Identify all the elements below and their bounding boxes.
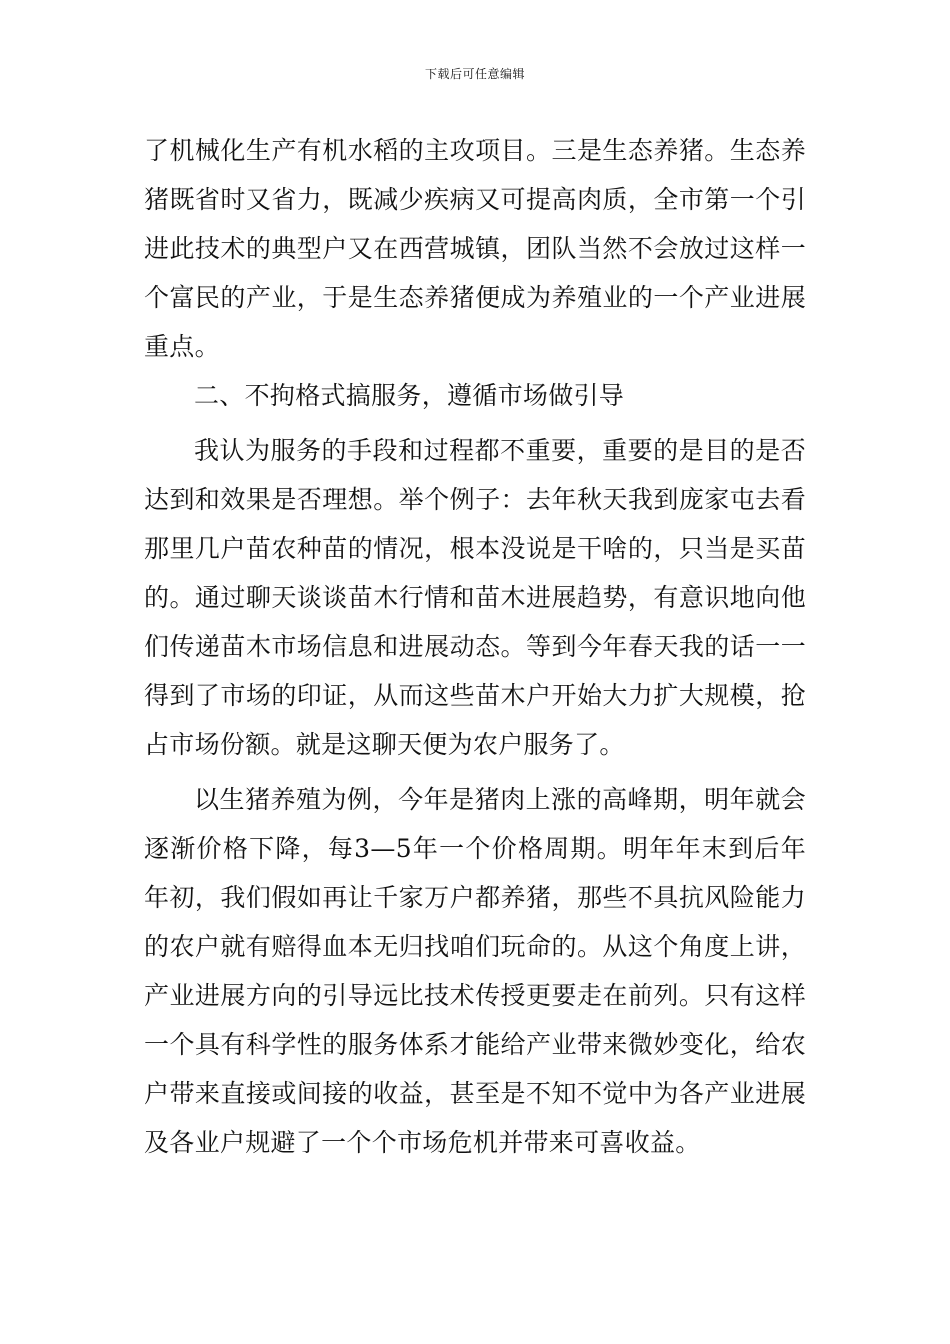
page-header-note: 下载后可任意编辑: [424, 67, 525, 81]
paragraph-service-example: 我认为服务的手段和过程都不重要，重要的是目的是否达到和效果是否理想。举个例子：去年秋天我到庞家屯去看那里几户苗农种苗的情况，根本没说是干啥的，只当是买苗的。通过聊天谈谈苗木行情和苗木进展趋势，有意识地向他们传递苗木市场信息和进展动态。等到今年春天我的话一一得到了市场的印证，从而这些苗木户开始大力扩大规模，抢占市场份额。就是这聊天便为农户服务了。: [144, 436, 806, 759]
paragraph-pig-farming: 以生猪养殖为例，今年是猪肉上涨的高峰期，明年就会逐渐价格下降，每3—5年一个价格周期。明年年末到后年年初，我们假如再让千家万户都养猪，那些不具抗风险能力的农户就有赔得血本无归找咱们玩命的。从这个角度上讲，产业进展方向的引导远比技术传授更要走在前列。只有这样一个具有科学性的服务体系才能给产业带来微妙变化，给农户带来直接或间接的收益，甚至是不知不觉中为各产业进展及各业户规避了一个个市场危机并带来可喜收益。: [144, 785, 806, 1157]
section-heading: 二、不拘格式搞服务，遵循市场做引导: [194, 381, 625, 410]
document-body: [144, 126, 806, 1167]
paragraph-continuation: 了机械化生产有机水稻的主攻项目。三是生态养猪。生态养猪既省时又省力，既减少疾病又可提高肉质，全市第一个引进此技术的典型户又在西营城镇，团队当然不会放过这样一个富民的产业，于是生态养猪便成为养殖业的一个产业进展重点。: [144, 136, 806, 361]
